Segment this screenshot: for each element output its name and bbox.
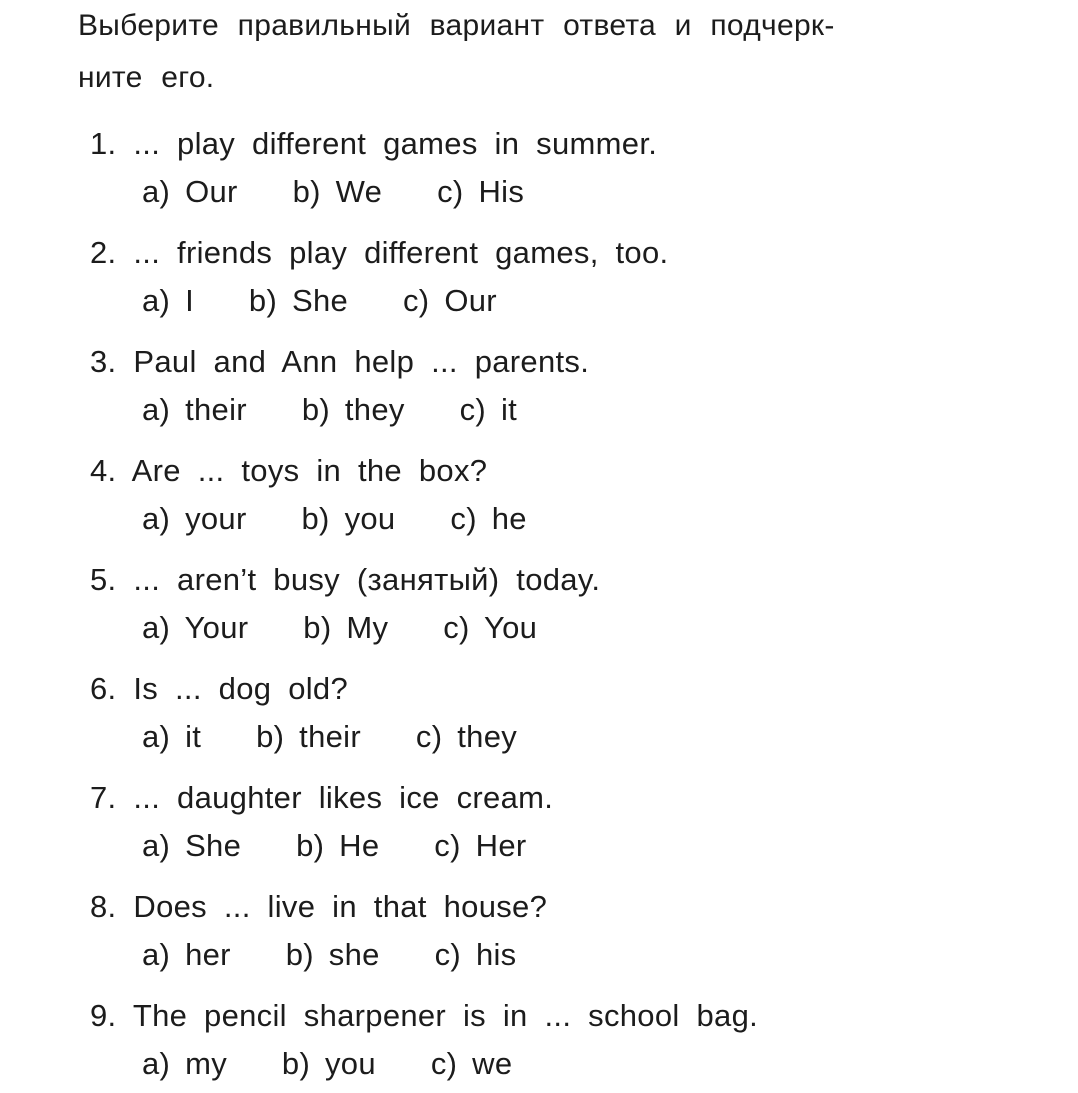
question-2 <box>90 229 668 325</box>
option-c[interactable]: c) Her <box>434 828 527 863</box>
answer-options <box>90 168 657 216</box>
option-a[interactable]: a) it <box>142 719 202 754</box>
answer-options <box>90 386 589 434</box>
answer-options <box>90 495 573 543</box>
question-number: 2. <box>90 235 117 270</box>
option-b[interactable]: b) We <box>292 174 383 209</box>
question-text <box>90 556 600 604</box>
option-a[interactable]: a) her <box>142 937 231 972</box>
instruction-line-2: ните его. <box>78 61 215 94</box>
question-number: 8. <box>90 889 117 924</box>
option-b[interactable]: b) they <box>301 392 405 427</box>
answer-options <box>90 1040 758 1088</box>
instruction-line-1: Выберите правильный вариант ответа и подчерк- <box>78 9 835 42</box>
question-sentence: ... daughter likes ice cream. <box>133 780 554 815</box>
question-1 <box>90 120 657 216</box>
question-number: 4. <box>90 453 117 488</box>
question-7 <box>90 774 572 870</box>
question-number: 7. <box>90 780 117 815</box>
option-c[interactable]: c) they <box>415 719 518 754</box>
question-8 <box>90 883 562 979</box>
option-b[interactable]: b) their <box>256 719 361 754</box>
question-4 <box>90 447 573 543</box>
option-c[interactable]: c) You <box>443 610 538 645</box>
question-number: 9. <box>90 998 117 1033</box>
question-number: 1. <box>90 126 117 161</box>
option-b[interactable]: b) you <box>281 1046 376 1081</box>
question-number: 6. <box>90 671 117 706</box>
option-a[interactable]: a) I <box>142 283 194 318</box>
option-a[interactable]: a) your <box>142 501 247 536</box>
question-3 <box>90 338 589 434</box>
option-a[interactable]: a) their <box>142 392 247 427</box>
option-c[interactable]: c) his <box>434 937 517 972</box>
option-a[interactable]: a) She <box>142 828 242 863</box>
option-b[interactable]: b) she <box>285 937 380 972</box>
option-c[interactable]: c) His <box>437 174 525 209</box>
question-5 <box>90 556 600 652</box>
question-text <box>90 120 657 168</box>
question-sentence: Is ... dog old? <box>133 671 349 706</box>
answer-options <box>90 931 562 979</box>
question-sentence: ... play different games in summer. <box>133 126 658 161</box>
question-number: 5. <box>90 562 117 597</box>
question-text <box>90 229 668 277</box>
option-b[interactable]: b) He <box>296 828 380 863</box>
option-b[interactable]: b) My <box>303 610 389 645</box>
option-b[interactable]: b) She <box>248 283 349 318</box>
option-c[interactable]: c) he <box>450 501 527 536</box>
option-a[interactable]: a) Our <box>142 174 238 209</box>
question-text <box>90 338 589 386</box>
answer-options <box>90 277 668 325</box>
question-sentence: ... friends play different games, too. <box>133 235 669 270</box>
question-number: 3. <box>90 344 117 379</box>
option-c[interactable]: c) it <box>459 392 518 427</box>
instruction <box>78 0 1068 104</box>
option-c[interactable]: c) we <box>430 1046 513 1081</box>
question-sentence: The pencil sharpener is in ... school bag. <box>132 998 759 1033</box>
answer-options <box>90 604 600 652</box>
question-text <box>90 883 562 931</box>
question-text <box>90 665 563 713</box>
question-6 <box>90 665 563 761</box>
option-c[interactable]: c) Our <box>402 283 497 318</box>
option-a[interactable]: a) Your <box>142 610 249 645</box>
question-sentence: ... aren’t busy (занятый) today. <box>133 562 601 597</box>
question-sentence: Does ... live in that house? <box>133 889 548 924</box>
answer-options <box>90 713 563 761</box>
question-text <box>90 774 572 822</box>
question-sentence: Are ... toys in the box? <box>131 453 488 488</box>
option-b[interactable]: b) you <box>301 501 396 536</box>
question-sentence: Paul and Ann help ... parents. <box>133 344 590 379</box>
answer-options <box>90 822 572 870</box>
question-text <box>90 992 758 1040</box>
option-a[interactable]: a) my <box>142 1046 227 1081</box>
question-text <box>90 447 573 495</box>
question-9 <box>90 992 758 1088</box>
